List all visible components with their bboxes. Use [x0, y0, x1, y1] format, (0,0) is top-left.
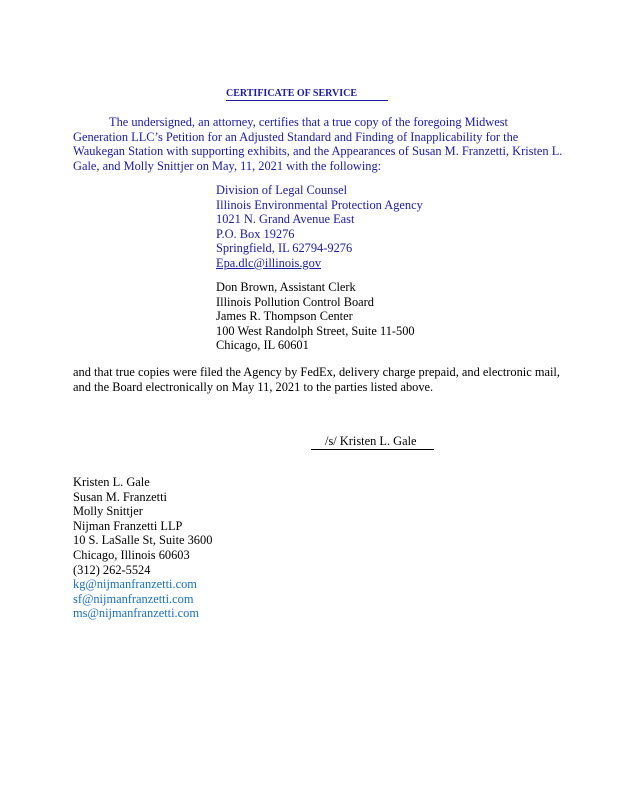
recipient-ipcb [216, 280, 415, 353]
address-line: Don Brown, Assistant Clerk [216, 280, 356, 294]
address-line: Illinois Environmental Protection Agency [216, 197, 423, 212]
intro-paragraph: The undersigned, an attorney, certifies that a true copy of the foregoing Midwest Generation LLC’s Petition for an Adjusted Standard and Finding of Inapplicability for the Waukegan Station with supporting exhibits, and the Appearances of Susan M. Franzetti, Kristen L. Gale, and Molly Snittjer on May, 11, 2021 with the following: [73, 115, 563, 173]
address-line: James R. Thompson Center [216, 309, 353, 324]
email-sf[interactable]: sf@nijmanfranzetti.com [73, 591, 194, 606]
certificate-title: CERTIFICATE OF SERVICE [226, 88, 388, 101]
address-line: Illinois Pollution Control Board [216, 294, 374, 309]
address-line: Chicago, IL 60601 [216, 338, 309, 353]
signer-line: Chicago, Illinois 60603 [73, 547, 190, 562]
signer-line: Molly Snittjer [73, 504, 143, 519]
signer-line: 10 S. LaSalle St, Suite 3600 [73, 533, 213, 548]
signer-line: (312) 262-5524 [73, 562, 151, 577]
signature-line: /s/ Kristen L. Gale [311, 434, 434, 450]
address-line: P.O. Box 19276 [216, 226, 295, 241]
email-ms[interactable]: ms@nijmanfranzetti.com [73, 606, 199, 621]
address-line: Springfield, IL 62794-9276 [216, 241, 353, 256]
address-line: Division of Legal Counsel [216, 183, 348, 197]
signer-line: Susan M. Franzetti [73, 489, 167, 504]
signer-block [73, 475, 212, 621]
address-line: 1021 N. Grand Avenue East [216, 212, 355, 227]
signer-line: Nijman Franzetti LLP [73, 518, 183, 533]
address-line: 100 West Randolph Street, Suite 11-500 [216, 323, 415, 338]
email-kg[interactable]: kg@nijmanfranzetti.com [73, 577, 197, 592]
signer-line: Kristen L. Gale [73, 475, 150, 489]
iepa-email-link[interactable]: Epa.dlc@illinois.gov [216, 255, 322, 270]
closing-paragraph: and that true copies were filed the Agency by FedEx, delivery charge prepaid, and electronic mail, and the Board electronically on May 11, 2021 to the parties listed above. [73, 365, 560, 394]
recipient-iepa [216, 183, 423, 271]
